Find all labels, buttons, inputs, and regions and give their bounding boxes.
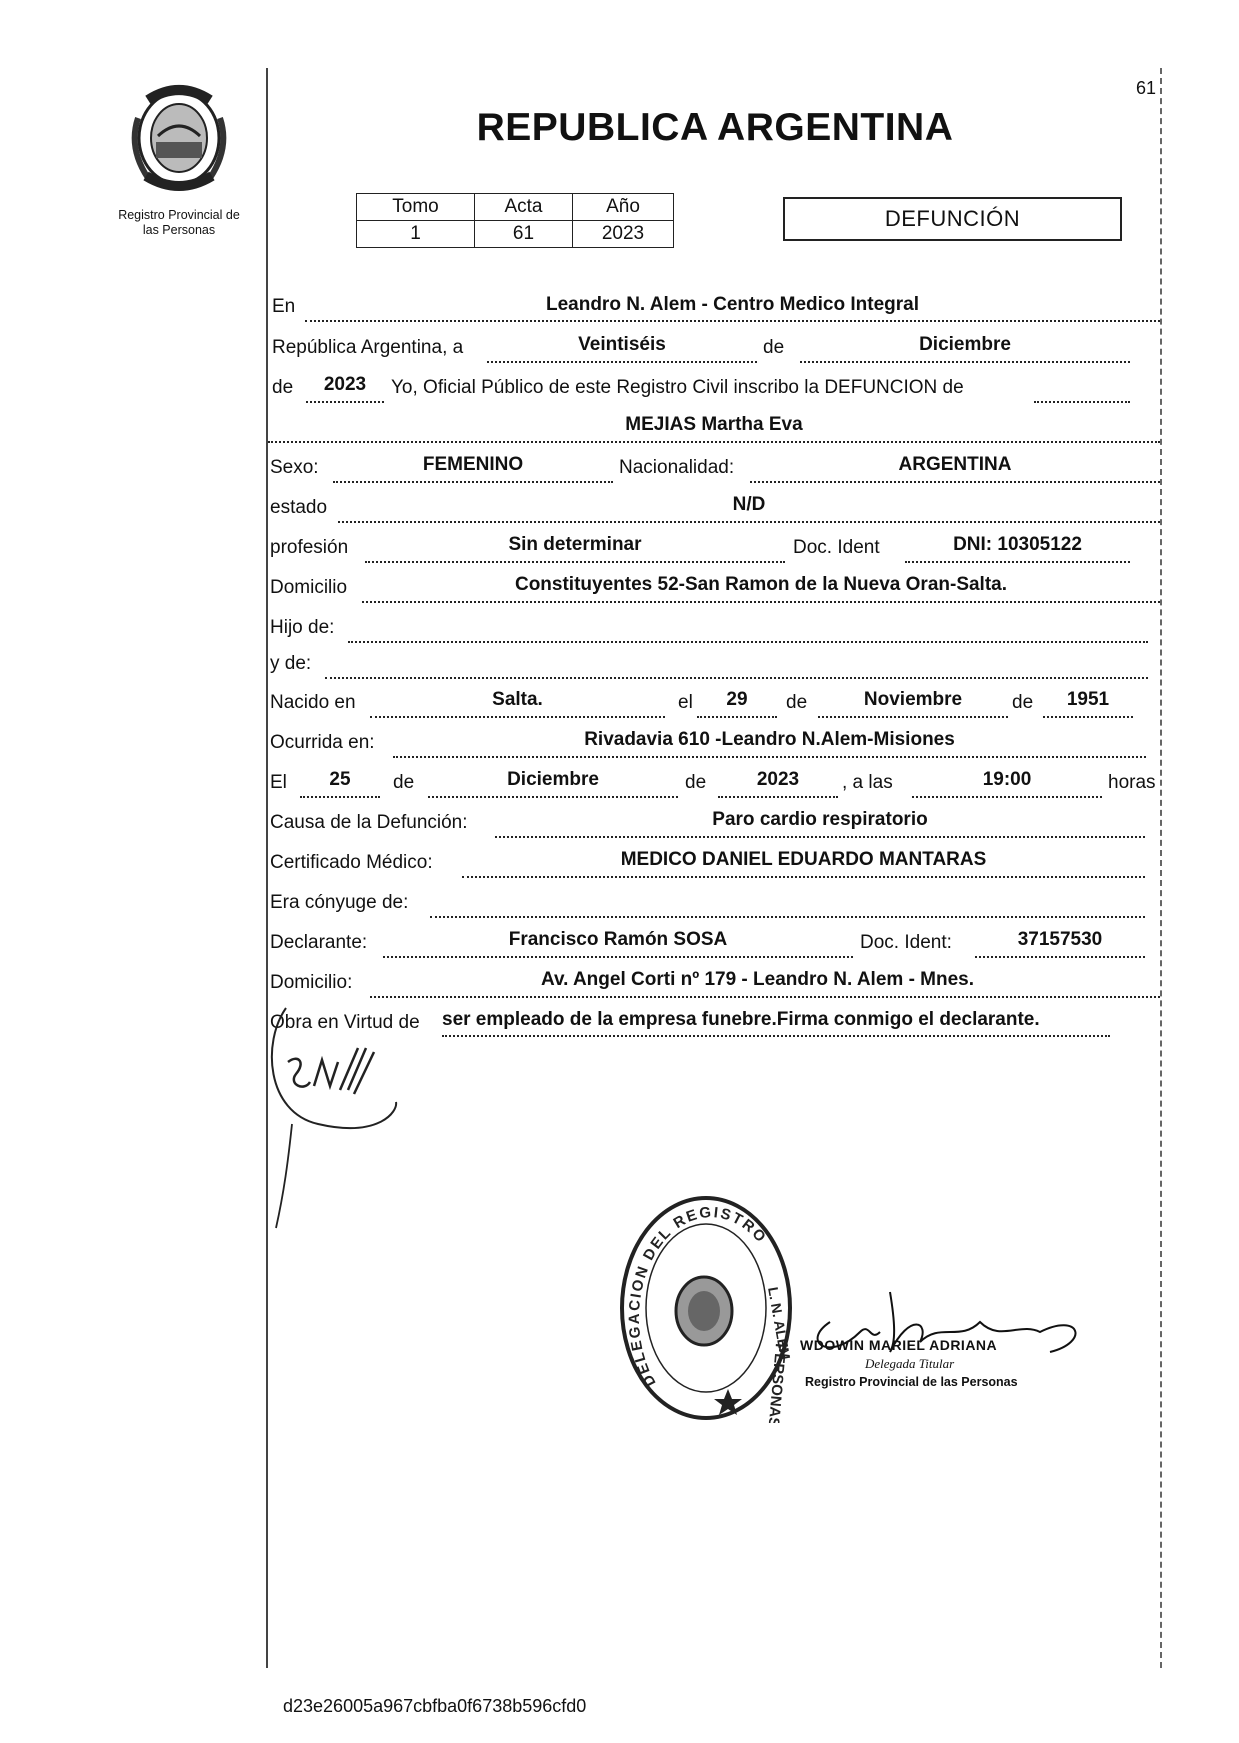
value-anio: 2023	[573, 221, 674, 248]
dotline	[362, 601, 1160, 603]
domicilio-label: Domicilio	[270, 577, 348, 598]
deceased-name: MEJIAS Martha Eva	[625, 414, 803, 435]
province-seal-logo	[118, 78, 240, 198]
declarante-value: Francisco Ramón SOSA	[508, 929, 728, 950]
en-value: Leandro N. Alem - Centro Medico Integral	[545, 294, 919, 315]
nacionalidad-label: Nacionalidad:	[619, 457, 735, 478]
value-acta: 61	[475, 221, 573, 248]
dotline	[800, 361, 1130, 363]
nacido-dia: 29	[726, 689, 748, 710]
svg-text:DELEGACION DEL REGISTRO PRC.: DELEGACION DEL REGISTRO	[626, 1203, 771, 1390]
hijo-label: Hijo de:	[270, 617, 335, 638]
sexo-value: FEMENINO	[422, 454, 524, 475]
profesion-label: profesión	[270, 537, 349, 558]
dotline	[305, 320, 1160, 322]
def-hora: 19:00	[982, 769, 1032, 790]
domicilio-value: Constituyentes 52-San Ramon de la Nueva Oran-Salta.	[514, 574, 1008, 595]
dotline	[912, 796, 1102, 798]
dotline	[430, 916, 1145, 918]
dotline	[697, 716, 777, 718]
doc-label: Doc. Ident	[793, 537, 880, 558]
dotline	[348, 641, 1148, 643]
registry-line1: Registro Provincial de	[118, 208, 240, 222]
de6-label: de	[685, 772, 707, 793]
dotline	[487, 361, 757, 363]
de2-label: de	[272, 377, 294, 398]
dotline	[300, 796, 380, 798]
de4-label: de	[1012, 692, 1034, 713]
doc-value: DNI: 10305122	[953, 534, 1082, 555]
declarante-label: Declarante:	[270, 932, 368, 953]
registry-name	[96, 208, 262, 238]
de3-label: de	[786, 692, 808, 713]
doc2-value: 37157530	[1017, 929, 1103, 950]
month: Diciembre	[919, 334, 1011, 355]
svg-text:L. N. ALEM: L. N. ALEM	[765, 1285, 794, 1361]
dotline	[442, 1035, 1110, 1037]
domicilio2-label: Domicilio:	[270, 972, 353, 993]
dotline	[718, 796, 838, 798]
a-las-label: , a las	[842, 772, 893, 793]
certificado-value: MEDICO DANIEL EDUARDO MANTARAS	[620, 849, 987, 870]
def-anio: 2023	[756, 769, 800, 790]
dotline	[370, 716, 665, 718]
estado-value: N/D	[732, 494, 766, 515]
nacido-anio: 1951	[1066, 689, 1110, 710]
domicilio2-value: Av. Angel Corti nº 179 - Leandro N. Alem - Mnes.	[540, 969, 975, 990]
inscribo-text: Yo, Oficial Público de este Registro Civil inscribo la DEFUNCION de	[391, 377, 964, 398]
ocurrida-value: Rivadavia 610 -Leandro N.Alem-Misiones	[584, 729, 955, 750]
dotline	[1043, 716, 1133, 718]
page-title: REPUBLICA ARGENTINA	[476, 106, 954, 149]
day-words: Veintiséis	[578, 334, 666, 355]
header-anio: Año	[573, 194, 674, 221]
dotline	[975, 956, 1145, 958]
sexo-label: Sexo:	[270, 457, 319, 478]
header-acta: Acta	[475, 194, 573, 221]
dotline	[1034, 401, 1130, 403]
de-label: de	[763, 337, 785, 358]
y-de-label: y de:	[270, 653, 312, 674]
ocurrida-label: Ocurrida en:	[270, 732, 375, 753]
causa-label: Causa de la Defunción:	[270, 812, 468, 833]
page-number: 61	[1136, 78, 1157, 98]
doc2-label: Doc. Ident:	[860, 932, 952, 953]
dotline	[338, 521, 1160, 523]
dotline	[428, 796, 678, 798]
record-type-box: DEFUNCIÓN	[783, 197, 1122, 241]
republica-label: República Argentina, a	[272, 337, 464, 358]
dotline	[393, 756, 1146, 758]
def-mes: Diciembre	[507, 769, 599, 790]
signer-role: Delegada Titular	[865, 1356, 955, 1371]
dotline	[818, 716, 1008, 718]
profesion-value: Sin determinar	[508, 534, 642, 555]
value-tomo: 1	[357, 221, 475, 248]
record-table	[356, 193, 674, 248]
nacido-lugar: Salta.	[492, 689, 543, 710]
obra-label: Obra en Virtud de	[270, 1012, 420, 1033]
certificado-label: Certificado Médico:	[270, 852, 433, 873]
year: 2023	[323, 374, 367, 395]
def-dia: 25	[329, 769, 351, 790]
estado-label: estado	[270, 497, 328, 518]
nacido-mes: Noviembre	[863, 689, 963, 710]
en-label: En	[272, 296, 296, 317]
dotline	[750, 481, 1160, 483]
dotline	[306, 401, 384, 403]
signer-name: WDOWIN MARIEL ADRIANA	[800, 1337, 998, 1353]
el-label: el	[678, 692, 693, 713]
obra-value: ser empleado de la empresa funebre.Firma conmigo el declarante.	[442, 1009, 1040, 1030]
dotline	[495, 836, 1145, 838]
conyuge-label: Era cónyuge de:	[270, 892, 409, 913]
nacido-label: Nacido en	[270, 692, 356, 713]
document-hash: d23e26005a967cbfba0f6738b596cfd0	[283, 1696, 587, 1716]
dotline	[905, 561, 1130, 563]
svg-text:PERSONAS: PERSONAS	[764, 1342, 789, 1423]
causa-value: Paro cardio respiratorio	[712, 809, 928, 830]
dotline	[383, 956, 853, 958]
right-margin-line	[1160, 68, 1162, 1668]
declarant-signature	[258, 1002, 408, 1232]
left-margin-line	[266, 68, 268, 1668]
dotline	[268, 441, 1160, 443]
official-stamp	[616, 1193, 796, 1423]
horas-label: horas	[1108, 772, 1156, 793]
de5-label: de	[393, 772, 415, 793]
dotline	[462, 876, 1145, 878]
registry-line2: las Personas	[142, 223, 216, 237]
dotline	[370, 996, 1160, 998]
signer-org: Registro Provincial de las Personas	[805, 1375, 1018, 1389]
dotline	[325, 677, 1148, 679]
dotline	[365, 561, 785, 563]
dotline	[333, 481, 613, 483]
nacionalidad-value: ARGENTINA	[898, 454, 1012, 475]
header-tomo: Tomo	[357, 194, 475, 221]
el2-label: El	[270, 772, 287, 793]
